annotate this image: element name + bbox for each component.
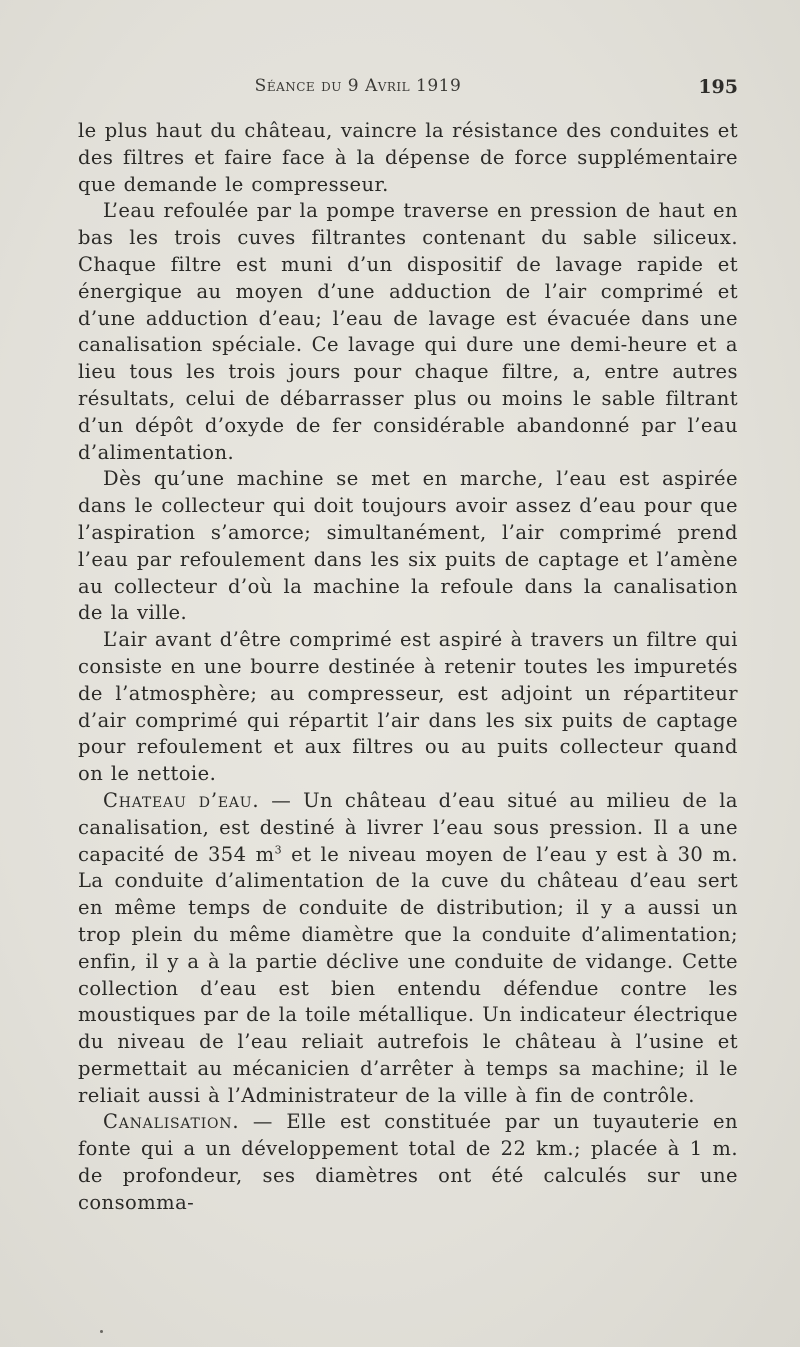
paragraph-3: Dès qu’une machine se met en marche, l’eau est aspirée dans le collecteur qui doit toujours avoir assez d’eau pour que l’aspiration s’amorce; simultanément, l’air comprimé prend l’eau par refoulement dans les six puits de captage et l’amène au collecteur d’où la machine la refoule dans la canalisation de la ville. xyxy=(78,467,738,625)
section-heading-chateau-deau: Chateau d’eau. xyxy=(103,788,260,812)
paragraph-4: L’air avant d’être comprimé est aspiré à travers un filtre qui consiste en une bourre destinée à retenir toutes les impuretés de l’atmosphère; au compresseur, est adjoint un répartiteur d’air comprimé qui répartit l’air dans les six puits de captage pour refoulement et aux filtres ou au puits collecteur quand on le nettoie. xyxy=(78,628,738,786)
page-header xyxy=(78,76,738,106)
paragraph-2: L’eau refoulée par la pompe traverse en pression de haut en bas les trois cuves filtrantes contenant du sable siliceux. Chaque filtre est muni d’un dispositif de lavage rapide et énergique au moyen d’une adduction de l’air comprimé et d’une adduction d’eau; l’eau de lavage est évacuée dans une canalisation spéciale. Ce lavage qui dure une demi-heure et a lieu tous les trois jours pour chaque filtre, a, entre autres résultats, celui de débarrasser plus ou moins le sable filtrant d’un dépôt d’oxyde de fer considérable abandonné par l’eau d’alimentation. xyxy=(78,199,738,464)
paragraph-chateau-deau xyxy=(78,788,738,1110)
section-heading-canalisation: Canalisation. xyxy=(103,1110,240,1134)
page-number: 195 xyxy=(698,76,738,98)
paragraph-canalisation xyxy=(78,1109,738,1216)
paragraph-1: le plus haut du château, vaincre la résistance des conduites et des filtres et faire face à la dépense de force supplémentaire que demande le compresseur. xyxy=(78,119,738,196)
paragraph-canalisation-text: — Elle est constituée par un tuyauterie en fonte qui a un développement total de 22 km.; placée à 1 m. de profondeur, ses diamètres ont été calculés sur une consomma- xyxy=(78,1110,738,1214)
paper-speck xyxy=(100,1330,103,1333)
running-title: Séance du 9 Avril 1919 xyxy=(254,76,462,96)
paragraph-chateau-deau-text-b: et le niveau moyen de l’eau y est à 30 m. La conduite d’alimentation de la cuve du château d’eau sert en même temps de conduite de distribution; il y a aussi un trop plein du même diamètre que la conduite d’alimentation; enfin, il y a à la partie déclive une conduite de vidange. Cette collection d’eau est bien entendu défendue contre les moustiques par de la toile métallique. Un indicateur électrique du niveau de l’eau reliait autrefois le château à l’usine et permettait au mécanicien d’arrêter à temps sa machine; il le reliait aussi à l’Administrateur de la ville à fin de contrôle. xyxy=(78,842,738,1107)
body-text xyxy=(78,118,738,1217)
superscript-cubed: 3 xyxy=(274,843,283,857)
paragraph-chateau-deau-text-a: — Un château d’eau situé au milieu de la canalisation, est destiné à livrer l’eau sous pression. Il a une capacité de 354 m xyxy=(78,788,739,866)
